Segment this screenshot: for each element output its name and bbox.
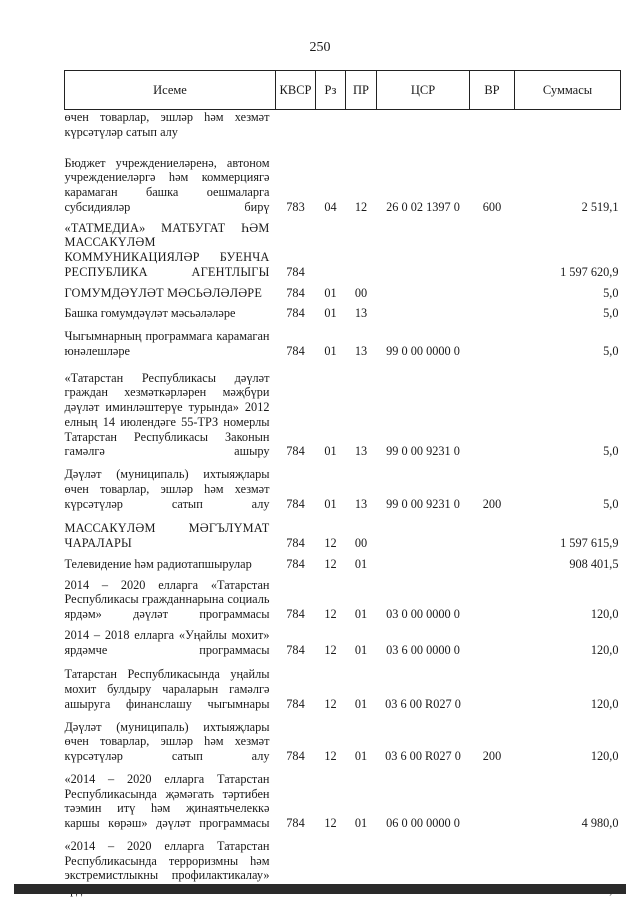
row-sum: 120,0: [590, 642, 619, 657]
row-vr: [470, 302, 515, 323]
row-vr: [470, 282, 515, 303]
row-kvsr: 784: [286, 343, 305, 358]
row-name: Башка гомумдәүләт мәсьәләләре: [64, 306, 236, 321]
row-pr: 13: [354, 306, 368, 321]
row-sum: 1 597 615,9: [560, 536, 619, 550]
row-name: 2014 – 2020 елларга «Татарстан Республикасы гражданнарына социаль ярдәм» дәүләт программасы: [64, 577, 270, 621]
row-sum: 1 597 620,9: [560, 264, 619, 279]
row-name: «2014 – 2020 елларга Татарстан Республикасында терроризмны һәм экстремистлыкны профилактикалау»: [64, 838, 270, 883]
row-rz: 12: [324, 556, 337, 571]
row-sum: [515, 110, 621, 142]
header-rz: Рз: [316, 71, 346, 110]
row-pr: 13: [354, 343, 368, 358]
row-sum: 2 519,1: [581, 199, 619, 214]
header-vr: ВР: [470, 71, 515, 110]
row-pr: 13: [354, 444, 368, 459]
row-rz: 01: [324, 496, 337, 511]
row-vr: [470, 513, 515, 553]
budget-table: [64, 70, 621, 900]
row-csr: 06 0 00 0000 0: [386, 816, 460, 830]
row-name: 2014 – 2018 елларга «Уңайлы мохит» ярдәмче программасы: [64, 627, 270, 657]
row-rz: 01: [324, 444, 337, 459]
table-row: [65, 323, 621, 361]
row-rz: 12: [324, 536, 337, 550]
row-name: Дәүләт (муниципаль) ихтыяҗлары өчен товарлар, эшләр һәм хезмәт күрсәтүләр сатып алу: [64, 467, 270, 511]
row-kvsr: 784: [286, 607, 305, 621]
table-row: [65, 110, 621, 142]
row-name: «Татарстан Республикасы дәүләт граждан хезмәткәрләрен мәҗбүри дәүләт иминләштерүе турында» 2012 елның 14 июлендәге 55-ТРЗ номерлы Татарстан Республикасы Законын гамәлгә ашыру: [64, 370, 270, 459]
row-sum: 120,0: [590, 696, 619, 711]
row-kvsr: [276, 110, 316, 142]
row-vr: [470, 323, 515, 361]
row-vr: [470, 574, 515, 624]
row-name: МАССАКҮЛӘМ МӘГЪЛҮМАТ ЧАРАЛАРЫ: [64, 521, 270, 550]
row-vr: 200: [482, 496, 502, 511]
row-vr: 600: [482, 199, 502, 214]
row-sum: 5,0: [603, 285, 619, 300]
row-vr: [470, 110, 515, 142]
table-row: [65, 217, 621, 282]
budget-table-container: [64, 70, 620, 900]
row-kvsr: 784: [286, 816, 305, 830]
row-name: ГОМУМДӘҮЛӘТ МӘСЬӘЛӘЛӘРЕ: [64, 285, 263, 300]
row-kvsr: 784: [286, 496, 305, 511]
table-row: [65, 659, 621, 713]
scan-edge-bar: [14, 884, 626, 894]
row-csr: 03 6 00 R027 0: [385, 749, 461, 763]
row-rz: 12: [324, 607, 337, 621]
row-rz: 01: [324, 343, 337, 358]
row-pr: 01: [354, 816, 368, 830]
row-vr: [470, 217, 515, 282]
table-row: [65, 766, 621, 833]
row-rz: 01: [324, 285, 337, 300]
row-vr: [470, 553, 515, 574]
table-row: [65, 461, 621, 513]
row-csr: 26 0 02 1397 0: [386, 199, 460, 214]
row-pr: [346, 110, 377, 142]
row-sum: 120,0: [590, 749, 619, 763]
header-sum: Суммасы: [515, 71, 621, 110]
row-pr: 01: [354, 696, 368, 711]
row-csr: [377, 110, 470, 142]
table-row: [65, 574, 621, 624]
row-rz: 12: [324, 749, 337, 763]
row-csr: [377, 513, 470, 553]
row-name: Чыгымнарның программага карамаган юнәлешләре: [64, 329, 270, 358]
row-vr: [470, 361, 515, 462]
row-csr: 03 0 00 0000 0: [386, 607, 460, 621]
row-rz: 12: [324, 696, 337, 711]
row-kvsr: 784: [286, 444, 305, 459]
row-sum: 5,0: [603, 496, 619, 511]
row-pr: 13: [354, 496, 368, 511]
row-kvsr: 784: [286, 696, 305, 711]
row-rz: 01: [324, 306, 337, 321]
row-name: Татарстан Республикасында уңайлы мохит булдыру чараларын гамәлгә ашыруга финанслашу чыгымнары: [64, 667, 270, 711]
table-row: [65, 553, 621, 574]
row-sum: 4 980,0: [581, 816, 619, 830]
row-sum: 5,0: [603, 306, 619, 321]
row-name: «ТАТМЕДИА» МАТБУГАТ ҺӘМ МАССАКҮЛӘМ КОММУНИКАЦИЯЛӘР БУЕНЧА РЕСПУБЛИКА АГЕНТЛЫГЫ: [64, 220, 270, 279]
row-csr: 99 0 00 9231 0: [386, 496, 460, 511]
row-kvsr: 784: [286, 285, 305, 300]
row-name: Бюджет учреждениеләренә, автоном учреждениеләргә һәм коммерциягә карамаган башка оешмаларга субсидияләр бирү: [64, 155, 270, 214]
row-sum: 5,0: [603, 343, 619, 358]
row-pr: 00: [354, 536, 368, 550]
table-row: [65, 361, 621, 462]
table-row: [65, 624, 621, 660]
row-sum: 120,0: [590, 607, 619, 621]
header-row: [65, 71, 621, 110]
table-row: [65, 513, 621, 553]
page-number: 250: [309, 40, 331, 55]
row-vr: [470, 659, 515, 713]
row-kvsr: 784: [286, 536, 305, 550]
row-csr: 99 0 00 9231 0: [386, 444, 460, 459]
row-csr: [377, 302, 470, 323]
header-csr: ЦСР: [377, 71, 470, 110]
row-kvsr: 784: [286, 306, 305, 321]
table-row: [65, 714, 621, 766]
row-csr: 03 6 00 0000 0: [386, 642, 460, 657]
header-kvsr: КВСР: [276, 71, 316, 110]
row-rz: [316, 110, 346, 142]
row-kvsr: 783: [286, 199, 305, 214]
row-sum: 908 401,5: [569, 556, 619, 571]
table-row: [65, 282, 621, 303]
row-kvsr: 784: [286, 556, 305, 571]
row-pr: 01: [354, 749, 368, 763]
row-csr: 99 0 00 0000 0: [386, 343, 460, 358]
header-name: Исеме: [65, 71, 276, 110]
row-rz: 12: [324, 642, 337, 657]
row-name: Дәүләт (муниципаль) ихтыяҗлары өчен товарлар, эшләр һәм хезмәт күрсәтүләр сатып алу: [64, 719, 270, 763]
row-csr: [377, 282, 470, 303]
row-vr: [470, 766, 515, 833]
row-vr: [470, 624, 515, 660]
row-pr: 00: [354, 285, 368, 300]
row-kvsr: 784: [286, 749, 305, 763]
row-kvsr: 784: [286, 264, 305, 279]
row-csr: [377, 217, 470, 282]
row-sum: 5,0: [603, 444, 619, 459]
header-pr: ПР: [346, 71, 377, 110]
row-name: «2014 – 2020 елларга Татарстан Республикасында җәмәгать тәртибен тәэмин итү һәм җинаятьчелеккә каршы көрәш» дәүләт программасы: [64, 771, 270, 830]
row-kvsr: 784: [286, 642, 305, 657]
row-vr: 200: [482, 749, 502, 763]
row-pr: 01: [354, 642, 368, 657]
table-row: [65, 302, 621, 323]
row-name: Телевидение һәм радиотапшырулар: [64, 556, 252, 571]
row-name: өчен товарлар, эшләр һәм хезмәт күрсәтүләр сатып алу: [64, 110, 270, 139]
table-row: [65, 142, 621, 217]
row-pr: 12: [354, 199, 368, 214]
row-csr: [377, 553, 470, 574]
row-pr: [346, 217, 377, 282]
row-rz: 04: [324, 199, 337, 214]
row-rz: 12: [324, 816, 337, 830]
row-pr: 01: [354, 607, 368, 621]
row-pr: 01: [354, 556, 368, 571]
row-csr: 03 6 00 R027 0: [385, 696, 461, 711]
row-rz: [316, 217, 346, 282]
